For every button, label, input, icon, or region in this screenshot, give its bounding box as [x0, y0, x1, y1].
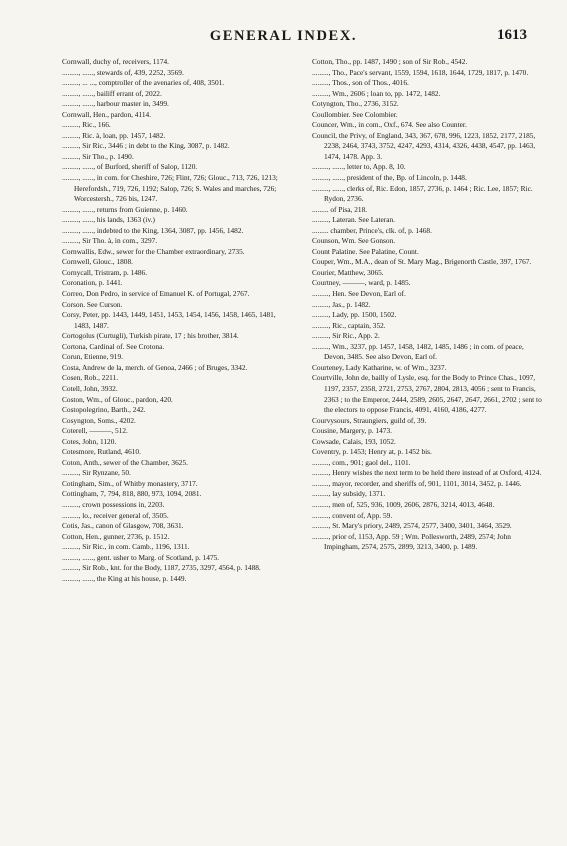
index-entry: Council, the Privy, of England, 343, 367, 678, 996, 1223, 1852, 2177, 2185, 2238, 2464, 3743, 3752, 4247, 4293, 4314, 4326, 4438, 4547, pp. 1463, 1474, 1478. App. 3.	[312, 130, 536, 161]
page-number: 1613	[497, 27, 527, 43]
index-entry: ........., ......, indebted to the King, 1364, 3087, pp. 1456, 1482.	[62, 225, 244, 235]
index-entry: ........., St. Mary's priory, 2489, 2574, 2577, 3400, 3401, 3464, 3529.	[312, 521, 512, 531]
index-entry: Costopolegrino, Barth., 242.	[62, 405, 146, 415]
index-entry: Cornwall, Hen., pardon, 4114.	[62, 109, 152, 119]
index-entry: ......... of Pisa, 218.	[312, 204, 368, 214]
index-entry: ........., Lady, pp. 1500, 1502.	[312, 310, 397, 320]
index-entry: ........., prior of, 1153, App. 59 ; Wm. Pollesworth, 2489, 2574; John Impingham, 2574, 2575, 2899, 3213, 3400, p. 1489.	[312, 531, 511, 552]
index-entry: Couper, Wm., M.A., dean of St. Mary Mag., Brigenorth Castle, 397, 1767.	[312, 257, 532, 267]
index-entry: ........., Sir Rynzane, 50.	[62, 468, 131, 478]
index-entry: ........., ......, the King at his house, p. 1449.	[62, 573, 187, 583]
index-entry: Coton, Anth., sewer of the Chamber, 3625.	[62, 457, 188, 467]
index-entry: ......... chamber, Prince's, clk. of, p. 1468.	[312, 225, 432, 235]
index-entry: Cottingham, 7, 794, 818, 880, 973, 1094, 2081.	[62, 489, 202, 499]
index-entry: ........., Tho., Pace's servant, 1559, 1594, 1618, 1644, 1729, 1817, p. 1470.	[312, 67, 529, 77]
index-entry: ........., ......, in com. for Cheshire, 726; Flint, 726; Glouc., 713, 726, 1213; Herefordsh., 719, 726, 1192; Salop, 726; S. Wales and marches, 726; Worcestersh., 726 bis, 1247.	[62, 173, 278, 204]
index-entry: ........., com., 901; gaol del., 1101.	[312, 457, 411, 467]
index-entry: ........., Ric. à, loan, pp. 1457, 1482.	[62, 130, 166, 140]
index-entry: Cornycall, Tristram, p. 1486.	[62, 267, 148, 277]
index-entry: ........., Sir Rob., knt. for the Body, 1187, 2735, 3297, 4564, p. 1488.	[62, 563, 261, 573]
index-entry: ........., mayor, recorder, and sheriffs of, 901, 1101, 3014, 3452, p. 1446.	[312, 478, 522, 488]
index-entry: Cousine, Margery, p. 1473.	[312, 426, 392, 436]
index-entry: ........., ......, bailiff errant of, 2022.	[62, 88, 162, 98]
index-column-right	[312, 57, 542, 553]
index-entry: ........., Jas., p. 1482.	[312, 299, 371, 309]
index-entry: ........., Henry wishes the next term to be held there instead of at Oxford, 4124.	[312, 468, 542, 478]
index-entry: Cornwell, Glouc., 1808.	[62, 257, 133, 267]
index-entry: Costa, Andrew de la, merch. of Genoa, 2466 ; of Bruges, 3342.	[62, 362, 248, 372]
index-entry: ........., Sir Ric., 3446 ; in debt to the King, 3087, p. 1482.	[62, 141, 230, 151]
index-entry: ........., ......, president of the, Bp. of Lincoln, p. 1448.	[312, 173, 467, 183]
index-entry: Coventry, p. 1453; Henry at, p. 1452 bis.	[312, 447, 432, 457]
index-entry: ........., Sir Tho., p. 1490.	[62, 151, 134, 161]
index-entry: Cotesmore, Rutland, 4610.	[62, 447, 141, 457]
index-entry: Courteney, Lady Katharine, w. of Wm., 3237.	[312, 362, 447, 372]
page-header	[0, 28, 567, 50]
index-entry: Courier, Matthew, 3065.	[312, 267, 384, 277]
index-entry: Cotell, John, 3932.	[62, 383, 118, 393]
index-entry: ........., Wm., 2606 ; loan to, pp. 1472, 1482.	[312, 88, 441, 98]
index-entry: Cotton, Tho., pp. 1487, 1490 ; son of Sir Rob., 4542.	[312, 57, 468, 66]
index-entry: Cosen, Rob., 2211.	[62, 373, 119, 383]
index-entry: Coston, Wm., of Glouc., pardon, 420.	[62, 394, 173, 404]
index-entry: Courtville, John de, bailly of Lysle, esq. for the Body to Prince Chas., 1097, 1197, 2357, 2358, 2721, 2753, 2767, 2804, 2813, 4056 ; sent to Francis, 2363 ; to the Emperor, 2444, 2589, 2605, 2647, 2647, 2661, 2702 ; sent to the electors to oppose Francis, 4091, 4160, 4186, 4277.	[312, 373, 542, 415]
index-entry: ........., Ric., captain, 352.	[312, 320, 386, 330]
index-entry: ........., crown possessions in, 2203.	[62, 499, 165, 509]
index-entry: Cotton, Hen., gunner, 2736, p. 1512.	[62, 531, 170, 541]
index-entry: Corun, Etienne, 919.	[62, 352, 123, 362]
index-entry: ........., Hen. See Devon, Earl of.	[312, 289, 406, 299]
index-entry: ........., Ric., 166.	[62, 120, 111, 130]
index-entry: Coronation, p. 1441.	[62, 278, 123, 288]
page-title: GENERAL INDEX.	[209, 28, 358, 44]
index-entry: Cortona, Cardinal of. See Crotona.	[62, 341, 165, 351]
index-entry: ........., ... ..., comptroller of the avenaries of, 408, 3501.	[62, 78, 225, 88]
index-entry: Cotis, Jas., canon of Glasgow, 708, 3631.	[62, 521, 184, 531]
index-entry: Counson, Wm. See Gonson.	[312, 236, 396, 246]
index-entry: ........., convent of, App. 59.	[312, 510, 393, 520]
index-entry: Coterell, ———, 512.	[62, 426, 128, 436]
index-entry: ........., Sir Tho. à, in com., 3297.	[62, 236, 158, 246]
index-entry: ........., lay subsidy, 1371.	[312, 489, 386, 499]
index-entry: ........., lo., receiver general of, 3505.	[62, 510, 169, 520]
index-entry: Courtney, ———, ward, p. 1485.	[312, 278, 411, 288]
index-entry: ........., ......, clerks of, Ric. Edon, 1857, 2736, p. 1464 ; Ric. Lee, 1857; Ric. Rydon, 2736.	[312, 183, 533, 204]
index-entry: Cotes, John, 1120.	[62, 436, 117, 446]
index-column-left	[62, 57, 290, 584]
index-entry: Count Palatine. See Palatine, Count.	[312, 246, 419, 256]
index-entry: Coullombier. See Colombier.	[312, 109, 398, 119]
index-entry: ........., Wm., 3237, pp. 1457, 1458, 1482, 1485, 1486 ; in com. of peace, Devon, 3485. See also Devon, Earl of.	[312, 341, 524, 362]
index-entry: Courvysours, Straungiers, guild of, 39.	[312, 415, 427, 425]
index-entry: Cosyngton, Soms., 4202.	[62, 415, 136, 425]
index-entry: Cortogolus (Curtugli), Turkish pirate, 17 ; his brother, 3814.	[62, 331, 239, 341]
index-entry: Cotingham, Sim., of Whitby monastery, 3717.	[62, 478, 198, 488]
index-entry: ........., ......, letter to, App. 8, 10.	[312, 162, 406, 172]
index-entry: Corson. See Curson.	[62, 299, 123, 309]
index-entry: ........., Lateran. See Lateran.	[312, 215, 395, 225]
index-entry: ........., ......, stewards of, 439, 2252, 3569.	[62, 67, 184, 77]
index-entry: ........., ......, gent. usher to Marg. of Scotland, p. 1475.	[62, 552, 220, 562]
index-entry: ........., men of, 525, 936, 1009, 2606, 2876, 3214, 4013, 4648.	[312, 499, 495, 509]
index-entry: Corsy, Peter, pp. 1443, 1449, 1451, 1453, 1454, 1456, 1458, 1465, 1481, 1483, 1487.	[62, 310, 276, 330]
index-entry: Cotyngton, Tho., 2736, 3152.	[312, 99, 399, 109]
index-entry: ........., Sir Ric., App. 2.	[312, 331, 380, 341]
index-entry: ........., Sir Ric., in com. Camb., 1196, 1311.	[62, 542, 190, 552]
index-entry: ........., ......, his lands, 1363 (iv.)	[62, 215, 155, 225]
index-entry: ........., ......, harbour master in, 3499.	[62, 99, 169, 109]
index-entry: Cowsade, Calais, 193, 1052.	[312, 436, 396, 446]
index-entry: ........., Thos., son of Thos., 4016.	[312, 78, 409, 88]
index-entry: Cornwallis, Edw., sewer for the Chamber extraordinary, 2735.	[62, 246, 245, 256]
index-entry: ........., ......, returns from Guienne, p. 1460.	[62, 204, 188, 214]
index-entry: ........., ......, of Burford, sheriff of Salop, 1120.	[62, 162, 198, 172]
index-entry: Councer, Wm., in com., Oxf., 674. See also Counter.	[312, 120, 467, 130]
index-entry: Correo, Don Pedro, in service of Emanuel K. of Portugal, 2767.	[62, 289, 250, 299]
index-entry: Cornwall, duchy of, receivers, 1174.	[62, 57, 169, 66]
